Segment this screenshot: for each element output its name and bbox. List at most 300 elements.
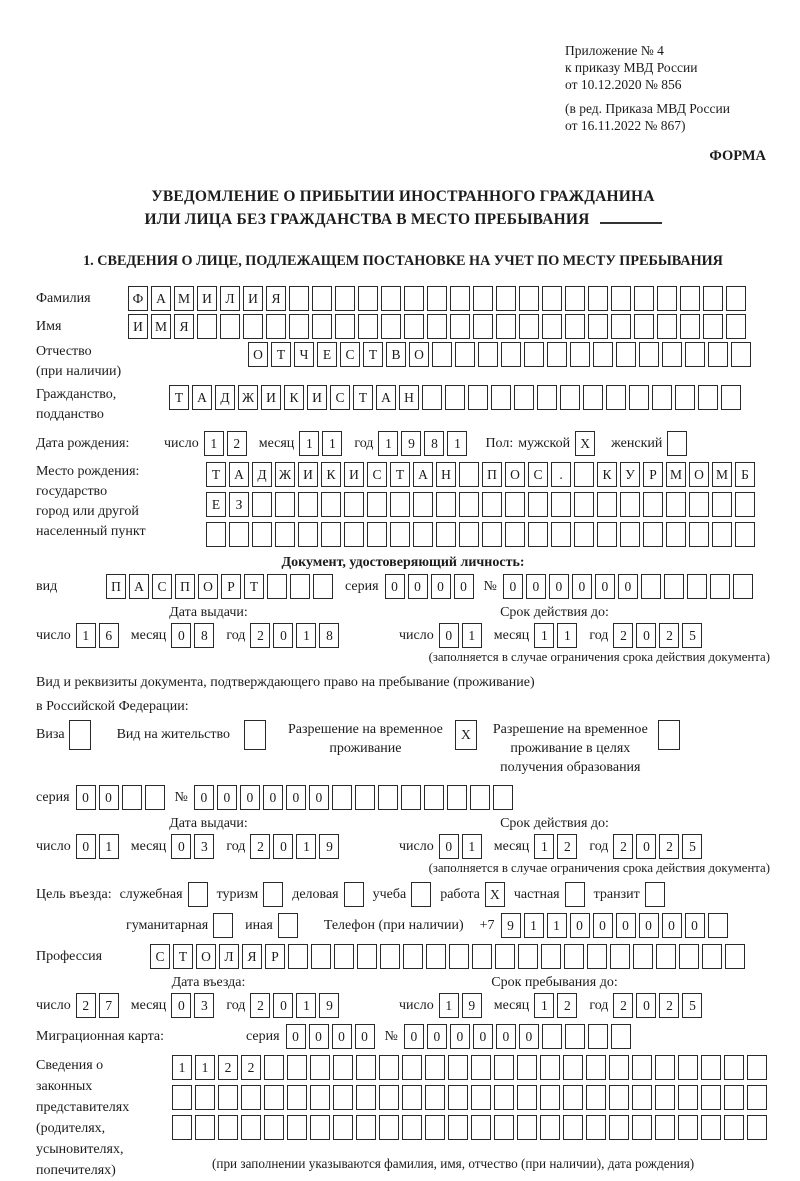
char-cell[interactable] xyxy=(468,385,488,410)
char-cell[interactable] xyxy=(519,314,539,339)
char-cell[interactable] xyxy=(310,1115,330,1140)
char-cell[interactable]: 1 xyxy=(439,993,459,1018)
char-cell[interactable]: М xyxy=(151,314,171,339)
char-cell[interactable] xyxy=(708,913,728,938)
char-cell[interactable] xyxy=(588,1024,608,1049)
char-cell[interactable] xyxy=(641,574,661,599)
char-cell[interactable] xyxy=(379,1085,399,1110)
char-cell[interactable]: 0 xyxy=(404,1024,424,1049)
char-cell[interactable] xyxy=(471,1115,491,1140)
char-cell[interactable]: 0 xyxy=(286,1024,306,1049)
char-cell[interactable] xyxy=(610,944,630,969)
char-cell[interactable] xyxy=(402,1055,422,1080)
char-cell[interactable] xyxy=(379,1115,399,1140)
char-cell[interactable] xyxy=(620,492,640,517)
char-cell[interactable]: У xyxy=(620,462,640,487)
char-cell[interactable] xyxy=(685,342,705,367)
char-cell[interactable]: С xyxy=(150,944,170,969)
char-cell[interactable]: 1 xyxy=(76,623,96,648)
char-cell[interactable] xyxy=(427,314,447,339)
char-cell[interactable]: О xyxy=(409,342,429,367)
char-cell[interactable]: 0 xyxy=(309,1024,329,1049)
char-cell[interactable] xyxy=(264,1115,284,1140)
char-cell[interactable] xyxy=(656,944,676,969)
char-cell[interactable] xyxy=(289,286,309,311)
temp-residence-checkbox[interactable] xyxy=(455,720,477,750)
char-cell[interactable]: Ф xyxy=(128,286,148,311)
char-cell[interactable] xyxy=(334,944,354,969)
char-cell[interactable] xyxy=(494,1085,514,1110)
stay-year-cells[interactable] xyxy=(613,993,702,1018)
char-cell[interactable]: 2 xyxy=(613,623,633,648)
char-cell[interactable]: Т xyxy=(390,462,410,487)
char-cell[interactable] xyxy=(678,1115,698,1140)
char-cell[interactable]: 2 xyxy=(613,993,633,1018)
char-cell[interactable] xyxy=(380,944,400,969)
char-cell[interactable] xyxy=(724,1115,744,1140)
birthplace-row2-cells[interactable] xyxy=(206,492,755,517)
char-cell[interactable]: 7 xyxy=(99,993,119,1018)
char-cell[interactable] xyxy=(229,522,249,547)
char-cell[interactable]: Б xyxy=(735,462,755,487)
char-cell[interactable]: Ж xyxy=(238,385,258,410)
char-cell[interactable] xyxy=(241,1085,261,1110)
char-cell[interactable]: 3 xyxy=(194,993,214,1018)
char-cell[interactable]: 0 xyxy=(286,785,306,810)
char-cell[interactable] xyxy=(218,1085,238,1110)
char-cell[interactable]: 0 xyxy=(439,834,459,859)
char-cell[interactable]: Н xyxy=(399,385,419,410)
char-cell[interactable] xyxy=(687,574,707,599)
char-cell[interactable] xyxy=(517,1115,537,1140)
char-cell[interactable] xyxy=(252,492,272,517)
char-cell[interactable]: 1 xyxy=(534,623,554,648)
char-cell[interactable] xyxy=(378,785,398,810)
char-cell[interactable]: Р xyxy=(221,574,241,599)
char-cell[interactable]: А xyxy=(192,385,212,410)
char-cell[interactable] xyxy=(698,385,718,410)
char-cell[interactable]: 9 xyxy=(401,431,421,456)
char-cell[interactable] xyxy=(288,944,308,969)
char-cell[interactable] xyxy=(609,1115,629,1140)
char-cell[interactable]: 1 xyxy=(534,993,554,1018)
char-cell[interactable]: 9 xyxy=(501,913,521,938)
char-cell[interactable] xyxy=(275,522,295,547)
char-cell[interactable] xyxy=(358,314,378,339)
char-cell[interactable] xyxy=(321,492,341,517)
char-cell[interactable] xyxy=(493,785,513,810)
char-cell[interactable]: А xyxy=(151,286,171,311)
char-cell[interactable] xyxy=(551,522,571,547)
char-cell[interactable] xyxy=(632,1115,652,1140)
char-cell[interactable] xyxy=(472,944,492,969)
char-cell[interactable]: 2 xyxy=(613,834,633,859)
char-cell[interactable]: 0 xyxy=(570,913,590,938)
char-cell[interactable]: 0 xyxy=(194,785,214,810)
char-cell[interactable] xyxy=(528,492,548,517)
char-cell[interactable] xyxy=(655,1085,675,1110)
char-cell[interactable] xyxy=(275,492,295,517)
identity-expiry-day-cells[interactable] xyxy=(439,623,482,648)
char-cell[interactable] xyxy=(278,913,298,938)
char-cell[interactable]: Т xyxy=(244,574,264,599)
residence-doc-number-cells[interactable] xyxy=(194,785,513,810)
entry-year-cells[interactable] xyxy=(250,993,339,1018)
char-cell[interactable]: 3 xyxy=(194,834,214,859)
char-cell[interactable] xyxy=(403,944,423,969)
char-cell[interactable] xyxy=(450,286,470,311)
char-cell[interactable]: М xyxy=(712,462,732,487)
char-cell[interactable] xyxy=(367,492,387,517)
char-cell[interactable]: П xyxy=(175,574,195,599)
char-cell[interactable]: 0 xyxy=(171,993,191,1018)
char-cell[interactable] xyxy=(586,1115,606,1140)
char-cell[interactable] xyxy=(541,944,561,969)
char-cell[interactable]: С xyxy=(152,574,172,599)
char-cell[interactable] xyxy=(632,1085,652,1110)
char-cell[interactable] xyxy=(356,1115,376,1140)
char-cell[interactable] xyxy=(213,913,233,938)
char-cell[interactable] xyxy=(436,492,456,517)
char-cell[interactable]: Р xyxy=(643,462,663,487)
char-cell[interactable]: 0 xyxy=(639,913,659,938)
char-cell[interactable] xyxy=(413,492,433,517)
char-cell[interactable]: 2 xyxy=(659,623,679,648)
migration-card-series-cells[interactable] xyxy=(286,1024,375,1049)
char-cell[interactable] xyxy=(701,1085,721,1110)
char-cell[interactable] xyxy=(586,1055,606,1080)
char-cell[interactable]: 0 xyxy=(454,574,474,599)
char-cell[interactable] xyxy=(287,1115,307,1140)
char-cell[interactable] xyxy=(172,1085,192,1110)
char-cell[interactable]: В xyxy=(386,342,406,367)
char-cell[interactable] xyxy=(145,785,165,810)
char-cell[interactable] xyxy=(678,1085,698,1110)
char-cell[interactable] xyxy=(542,314,562,339)
char-cell[interactable] xyxy=(264,1055,284,1080)
char-cell[interactable]: А xyxy=(229,462,249,487)
char-cell[interactable] xyxy=(563,1115,583,1140)
char-cell[interactable] xyxy=(390,492,410,517)
char-cell[interactable] xyxy=(425,1055,445,1080)
char-cell[interactable] xyxy=(290,574,310,599)
char-cell[interactable] xyxy=(313,574,333,599)
char-cell[interactable] xyxy=(218,1115,238,1140)
char-cell[interactable]: 1 xyxy=(172,1055,192,1080)
char-cell[interactable] xyxy=(547,342,567,367)
char-cell[interactable] xyxy=(344,882,364,907)
purpose-private-checkbox[interactable] xyxy=(565,882,585,907)
char-cell[interactable] xyxy=(586,1085,606,1110)
char-cell[interactable]: 0 xyxy=(76,785,96,810)
char-cell[interactable] xyxy=(570,342,590,367)
char-cell[interactable]: Т xyxy=(271,342,291,367)
char-cell[interactable] xyxy=(724,1055,744,1080)
char-cell[interactable]: 0 xyxy=(685,913,705,938)
char-cell[interactable] xyxy=(701,1055,721,1080)
identity-doc-kind-cells[interactable] xyxy=(106,574,333,599)
char-cell[interactable] xyxy=(287,1055,307,1080)
char-cell[interactable]: О xyxy=(198,574,218,599)
char-cell[interactable] xyxy=(344,522,364,547)
migration-card-number-cells[interactable] xyxy=(404,1024,631,1049)
purpose-official-checkbox[interactable] xyxy=(188,882,208,907)
char-cell[interactable]: О xyxy=(689,462,709,487)
char-cell[interactable] xyxy=(514,385,534,410)
char-cell[interactable]: 0 xyxy=(431,574,451,599)
char-cell[interactable] xyxy=(312,314,332,339)
char-cell[interactable]: Р xyxy=(265,944,285,969)
char-cell[interactable]: 0 xyxy=(171,623,191,648)
char-cell[interactable]: Я xyxy=(174,314,194,339)
char-cell[interactable] xyxy=(701,1115,721,1140)
char-cell[interactable] xyxy=(335,314,355,339)
char-cell[interactable] xyxy=(551,492,571,517)
char-cell[interactable] xyxy=(609,1055,629,1080)
char-cell[interactable]: И xyxy=(128,314,148,339)
char-cell[interactable]: З xyxy=(229,492,249,517)
char-cell[interactable]: 1 xyxy=(299,431,319,456)
char-cell[interactable] xyxy=(747,1055,767,1080)
char-cell[interactable] xyxy=(643,522,663,547)
char-cell[interactable] xyxy=(244,720,266,750)
char-cell[interactable] xyxy=(675,385,695,410)
birthplace-row1-cells[interactable] xyxy=(206,462,755,487)
char-cell[interactable] xyxy=(564,944,584,969)
char-cell[interactable] xyxy=(540,1085,560,1110)
char-cell[interactable]: С xyxy=(330,385,350,410)
char-cell[interactable] xyxy=(505,522,525,547)
char-cell[interactable]: А xyxy=(413,462,433,487)
identity-expiry-year-cells[interactable] xyxy=(613,623,702,648)
char-cell[interactable] xyxy=(355,785,375,810)
legal-reps-row1-cells[interactable] xyxy=(172,1055,767,1080)
char-cell[interactable] xyxy=(587,944,607,969)
identity-doc-series-cells[interactable] xyxy=(385,574,474,599)
char-cell[interactable] xyxy=(689,522,709,547)
char-cell[interactable]: Ж xyxy=(275,462,295,487)
char-cell[interactable] xyxy=(432,342,452,367)
char-cell[interactable]: П xyxy=(106,574,126,599)
char-cell[interactable] xyxy=(703,286,723,311)
char-cell[interactable]: К xyxy=(597,462,617,487)
char-cell[interactable] xyxy=(266,314,286,339)
char-cell[interactable] xyxy=(721,385,741,410)
char-cell[interactable] xyxy=(574,492,594,517)
char-cell[interactable]: 0 xyxy=(595,574,615,599)
char-cell[interactable]: 2 xyxy=(241,1055,261,1080)
char-cell[interactable] xyxy=(188,882,208,907)
char-cell[interactable] xyxy=(459,492,479,517)
char-cell[interactable] xyxy=(450,314,470,339)
char-cell[interactable]: 1 xyxy=(462,623,482,648)
char-cell[interactable] xyxy=(710,574,730,599)
char-cell[interactable]: 9 xyxy=(319,834,339,859)
char-cell[interactable] xyxy=(478,342,498,367)
char-cell[interactable] xyxy=(482,492,502,517)
char-cell[interactable] xyxy=(310,1055,330,1080)
char-cell[interactable]: И xyxy=(298,462,318,487)
char-cell[interactable]: О xyxy=(505,462,525,487)
identity-doc-number-cells[interactable] xyxy=(503,574,753,599)
char-cell[interactable] xyxy=(425,1085,445,1110)
char-cell[interactable]: 0 xyxy=(636,993,656,1018)
temp-residence-education-checkbox[interactable] xyxy=(658,720,680,750)
char-cell[interactable]: 9 xyxy=(319,993,339,1018)
char-cell[interactable] xyxy=(735,492,755,517)
char-cell[interactable] xyxy=(645,882,665,907)
entry-month-cells[interactable] xyxy=(171,993,214,1018)
identity-expiry-month-cells[interactable] xyxy=(534,623,577,648)
char-cell[interactable]: Л xyxy=(219,944,239,969)
char-cell[interactable] xyxy=(565,314,585,339)
char-cell[interactable] xyxy=(574,462,594,487)
char-cell[interactable] xyxy=(241,1115,261,1140)
char-cell[interactable]: Я xyxy=(242,944,262,969)
char-cell[interactable] xyxy=(666,522,686,547)
char-cell[interactable]: 1 xyxy=(322,431,342,456)
purpose-study-checkbox[interactable] xyxy=(411,882,431,907)
char-cell[interactable] xyxy=(518,944,538,969)
char-cell[interactable] xyxy=(597,492,617,517)
char-cell[interactable]: 0 xyxy=(636,623,656,648)
char-cell[interactable] xyxy=(436,522,456,547)
char-cell[interactable] xyxy=(724,1085,744,1110)
identity-issue-month-cells[interactable] xyxy=(171,623,214,648)
purpose-transit-checkbox[interactable] xyxy=(645,882,665,907)
char-cell[interactable] xyxy=(494,1055,514,1080)
char-cell[interactable] xyxy=(333,1085,353,1110)
char-cell[interactable] xyxy=(588,286,608,311)
char-cell[interactable]: Ч xyxy=(294,342,314,367)
char-cell[interactable]: М xyxy=(666,462,686,487)
char-cell[interactable] xyxy=(448,1115,468,1140)
char-cell[interactable] xyxy=(629,385,649,410)
char-cell[interactable]: 2 xyxy=(659,993,679,1018)
char-cell[interactable] xyxy=(206,522,226,547)
char-cell[interactable] xyxy=(333,1115,353,1140)
char-cell[interactable] xyxy=(565,1024,585,1049)
char-cell[interactable]: Д xyxy=(252,462,272,487)
char-cell[interactable] xyxy=(491,385,511,410)
char-cell[interactable]: 5 xyxy=(682,623,702,648)
char-cell[interactable]: 0 xyxy=(76,834,96,859)
char-cell[interactable] xyxy=(427,286,447,311)
char-cell[interactable]: 8 xyxy=(319,623,339,648)
char-cell[interactable] xyxy=(505,492,525,517)
char-cell[interactable]: 6 xyxy=(99,623,119,648)
residence-expiry-day-cells[interactable] xyxy=(439,834,482,859)
char-cell[interactable]: К xyxy=(284,385,304,410)
char-cell[interactable]: 0 xyxy=(263,785,283,810)
char-cell[interactable]: 0 xyxy=(526,574,546,599)
char-cell[interactable] xyxy=(702,944,722,969)
char-cell[interactable] xyxy=(611,1024,631,1049)
char-cell[interactable] xyxy=(356,1085,376,1110)
char-cell[interactable] xyxy=(667,431,687,456)
purpose-humanitarian-checkbox[interactable] xyxy=(213,913,233,938)
char-cell[interactable]: 0 xyxy=(473,1024,493,1049)
surname-cells[interactable] xyxy=(128,286,746,311)
char-cell[interactable] xyxy=(459,462,479,487)
residence-expiry-month-cells[interactable] xyxy=(534,834,577,859)
char-cell[interactable]: П xyxy=(482,462,502,487)
char-cell[interactable]: 0 xyxy=(171,834,191,859)
residence-permit-checkbox[interactable] xyxy=(244,720,266,750)
char-cell[interactable]: 2 xyxy=(227,431,247,456)
char-cell[interactable]: И xyxy=(261,385,281,410)
char-cell[interactable] xyxy=(680,286,700,311)
char-cell[interactable] xyxy=(632,1055,652,1080)
char-cell[interactable]: М xyxy=(174,286,194,311)
char-cell[interactable]: Е xyxy=(206,492,226,517)
char-cell[interactable]: Т xyxy=(169,385,189,410)
char-cell[interactable] xyxy=(643,492,663,517)
char-cell[interactable]: 0 xyxy=(273,834,293,859)
char-cell[interactable] xyxy=(332,785,352,810)
char-cell[interactable]: И xyxy=(344,462,364,487)
char-cell[interactable] xyxy=(733,574,753,599)
char-cell[interactable]: 0 xyxy=(593,913,613,938)
char-cell[interactable] xyxy=(252,522,272,547)
char-cell[interactable]: 1 xyxy=(462,834,482,859)
char-cell[interactable]: 1 xyxy=(195,1055,215,1080)
char-cell[interactable] xyxy=(517,1055,537,1080)
char-cell[interactable] xyxy=(312,286,332,311)
char-cell[interactable] xyxy=(679,944,699,969)
char-cell[interactable] xyxy=(611,314,631,339)
char-cell[interactable]: 0 xyxy=(355,1024,375,1049)
sex-male-checkbox[interactable] xyxy=(575,431,595,456)
char-cell[interactable] xyxy=(473,286,493,311)
char-cell[interactable] xyxy=(448,1055,468,1080)
char-cell[interactable]: 1 xyxy=(99,834,119,859)
char-cell[interactable]: 1 xyxy=(524,913,544,938)
char-cell[interactable] xyxy=(267,574,287,599)
char-cell[interactable] xyxy=(473,314,493,339)
char-cell[interactable]: 1 xyxy=(378,431,398,456)
visa-checkbox[interactable] xyxy=(69,720,91,750)
char-cell[interactable] xyxy=(482,522,502,547)
char-cell[interactable] xyxy=(731,342,751,367)
patronymic-cells[interactable] xyxy=(248,342,751,367)
char-cell[interactable]: 2 xyxy=(659,834,679,859)
char-cell[interactable] xyxy=(726,286,746,311)
char-cell[interactable]: 2 xyxy=(557,834,577,859)
char-cell[interactable]: 1 xyxy=(296,834,316,859)
char-cell[interactable] xyxy=(662,342,682,367)
char-cell[interactable]: И xyxy=(197,286,217,311)
char-cell[interactable]: 2 xyxy=(76,993,96,1018)
char-cell[interactable]: 8 xyxy=(194,623,214,648)
char-cell[interactable] xyxy=(172,1115,192,1140)
char-cell[interactable] xyxy=(358,286,378,311)
legal-reps-row3-cells[interactable] xyxy=(172,1115,767,1140)
char-cell[interactable] xyxy=(655,1055,675,1080)
char-cell[interactable] xyxy=(298,522,318,547)
char-cell[interactable] xyxy=(310,1085,330,1110)
char-cell[interactable] xyxy=(680,314,700,339)
char-cell[interactable]: 0 xyxy=(240,785,260,810)
char-cell[interactable]: 8 xyxy=(424,431,444,456)
char-cell[interactable]: Л xyxy=(220,286,240,311)
char-cell[interactable] xyxy=(379,1055,399,1080)
char-cell[interactable] xyxy=(390,522,410,547)
char-cell[interactable]: А xyxy=(129,574,149,599)
char-cell[interactable] xyxy=(616,342,636,367)
firstname-cells[interactable] xyxy=(128,314,746,339)
char-cell[interactable] xyxy=(655,1115,675,1140)
